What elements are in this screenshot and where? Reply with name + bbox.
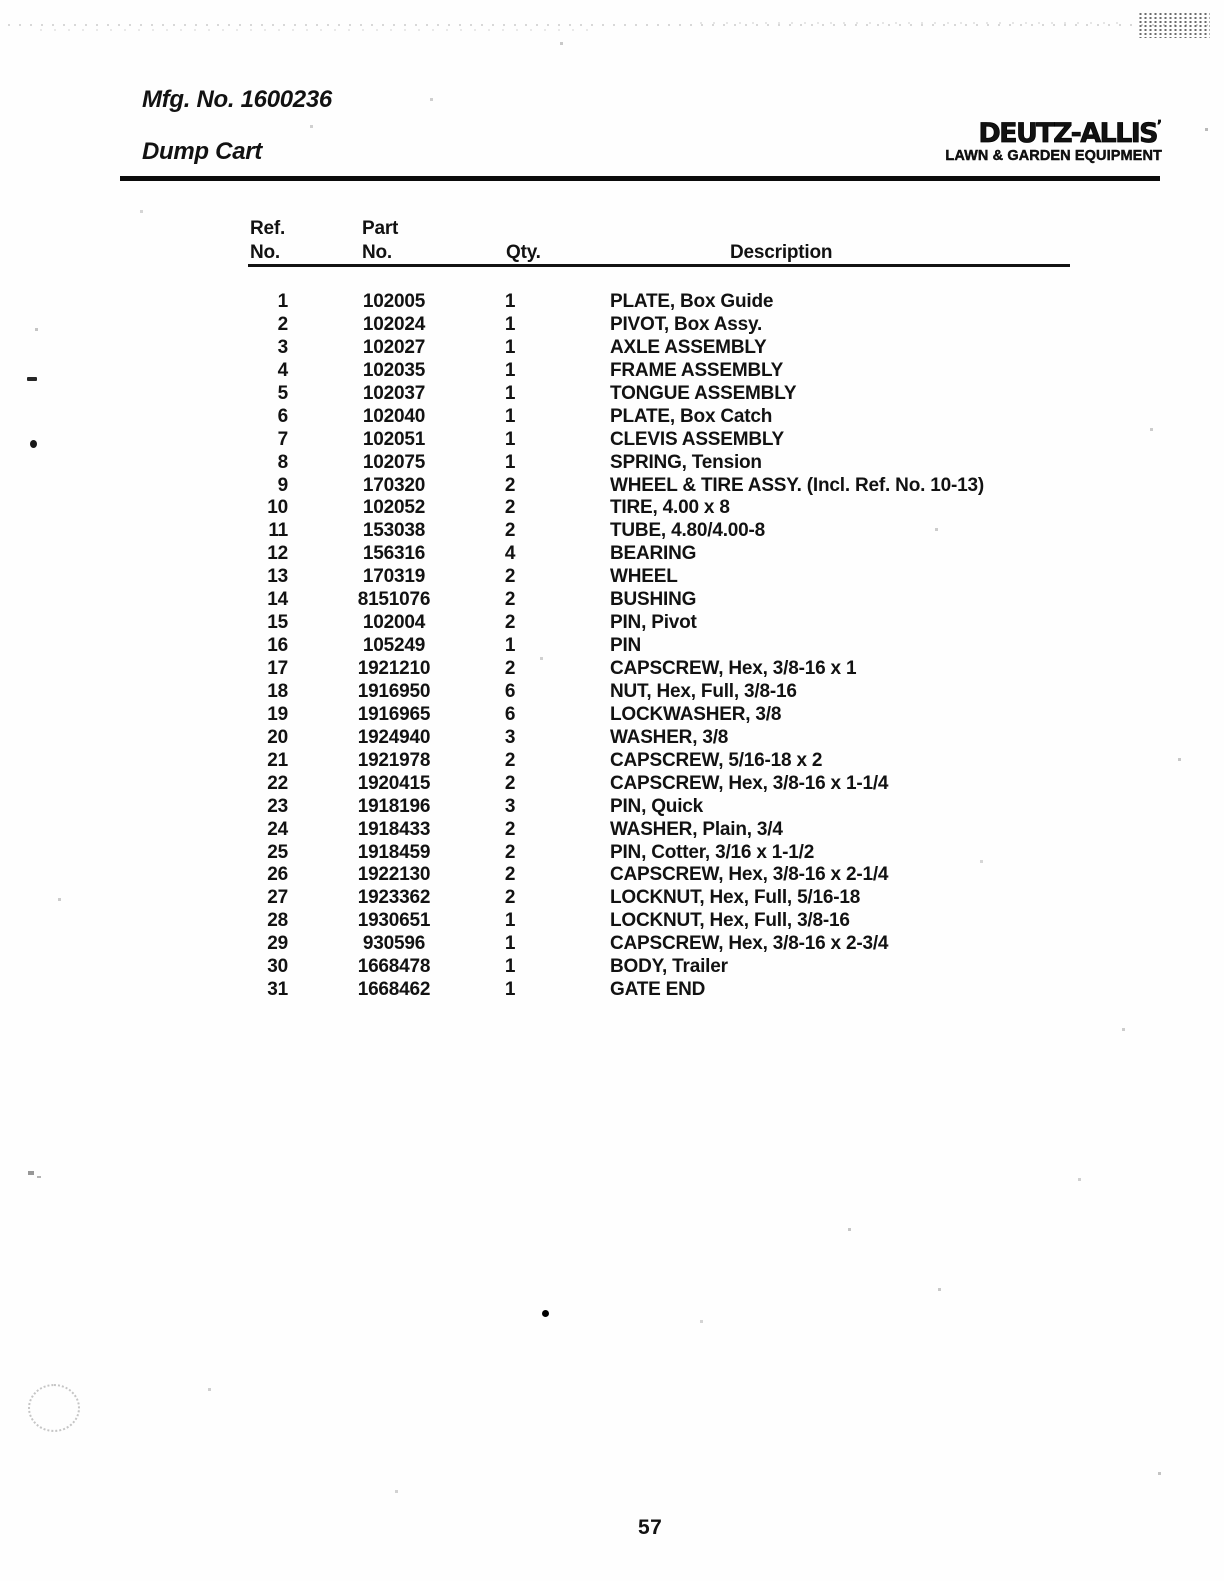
scan-speck-artifact	[28, 1171, 34, 1175]
description-cell: FRAME ASSEMBLY	[610, 359, 784, 381]
description-cell: PIN, Cotter, 3/16 x 1-1/2	[610, 841, 815, 863]
description-cell: PLATE, Box Guide	[610, 291, 774, 312]
table-row	[248, 475, 1078, 498]
qty-cell: 2	[504, 612, 516, 634]
ref-no-cell: 28	[267, 910, 288, 932]
qty-cell: 1	[504, 635, 516, 657]
ref-no-cell: 17	[267, 658, 288, 679]
qty-cell: 1	[504, 291, 516, 312]
ref-no-cell: 5	[277, 382, 288, 404]
part-no-cell: 1922130	[357, 864, 431, 886]
description-cell: AXLE ASSEMBLY	[610, 336, 767, 358]
brand-block	[945, 120, 1162, 164]
qty-cell: 1	[504, 428, 516, 450]
table-row	[248, 933, 1078, 956]
description-cell: NUT, Hex, Full, 3/8-16	[610, 680, 797, 702]
description-cell: CAPSCREW, Hex, 3/8-16 x 1	[610, 658, 857, 679]
description-cell: LOCKNUT, Hex, Full, 3/8-16	[610, 910, 850, 932]
qty-cell: 2	[504, 887, 516, 909]
description-cell: PIN, Pivot	[610, 612, 697, 634]
part-no-cell: 102035	[362, 359, 426, 381]
col-header-part-line2: No.	[362, 242, 393, 263]
description-cell: CAPSCREW, Hex, 3/8-16 x 2-1/4	[610, 864, 889, 886]
table-row	[248, 773, 1078, 796]
ref-no-cell: 10	[267, 497, 288, 519]
scan-speckle-band	[8, 24, 1208, 26]
part-no-cell: 1918459	[357, 841, 431, 863]
description-cell: CAPSCREW, Hex, 3/8-16 x 2-3/4	[610, 933, 889, 955]
ref-no-cell: 8	[277, 451, 288, 473]
parts-table-body	[248, 291, 1078, 1002]
qty-cell: 3	[504, 726, 516, 748]
part-no-cell: 156316	[362, 543, 426, 565]
ref-no-cell: 29	[267, 933, 288, 955]
qty-cell: 2	[504, 818, 516, 840]
ref-no-cell: 11	[268, 520, 288, 542]
qty-cell: 2	[504, 864, 516, 886]
ref-no-cell: 2	[277, 313, 288, 335]
part-no-cell: 930596	[362, 933, 426, 955]
table-row	[248, 750, 1078, 773]
qty-cell: 2	[504, 497, 516, 519]
description-cell: SPRING, Tension	[610, 451, 762, 473]
qty-cell: 1	[504, 910, 516, 932]
description-cell: WHEEL & TIRE ASSY. (Incl. Ref. No. 10-13)	[610, 474, 984, 496]
table-row	[248, 314, 1078, 337]
description-cell: CLEVIS ASSEMBLY	[610, 428, 785, 450]
qty-cell: 2	[504, 520, 516, 542]
description-cell: PIVOT, Box Assy.	[610, 313, 763, 335]
brand-logo	[945, 120, 1162, 147]
qty-cell: 2	[504, 566, 516, 588]
part-no-cell: 102024	[362, 313, 426, 335]
table-row	[248, 429, 1078, 452]
qty-cell: 1	[504, 382, 516, 404]
qty-cell: 1	[504, 933, 516, 955]
qty-cell: 2	[504, 658, 516, 679]
qty-cell: 2	[504, 841, 516, 863]
qty-cell: 1	[504, 979, 516, 1001]
ref-no-cell: 1	[277, 291, 288, 312]
table-row	[248, 956, 1078, 979]
part-no-cell: 1668478	[357, 956, 431, 978]
table-row	[248, 406, 1078, 429]
description-cell: TONGUE ASSEMBLY	[610, 382, 797, 404]
table-row	[248, 979, 1078, 1002]
table-row	[248, 635, 1078, 658]
ref-no-cell: 21	[267, 749, 288, 771]
description-cell: PIN	[610, 635, 642, 657]
table-row	[248, 658, 1078, 681]
ref-no-cell: 25	[267, 841, 288, 863]
description-cell: BEARING	[610, 543, 697, 565]
col-header-ref-line2: No.	[250, 242, 281, 263]
table-row	[248, 589, 1078, 612]
part-no-cell: 102037	[362, 382, 426, 404]
ref-no-cell: 20	[267, 726, 288, 748]
qty-cell: 2	[504, 589, 516, 611]
ref-no-cell: 26	[267, 864, 288, 886]
scan-dash-artifact	[27, 377, 37, 381]
part-no-cell: 1918196	[357, 795, 431, 817]
scan-circle-artifact	[28, 1384, 80, 1432]
table-row	[248, 796, 1078, 819]
part-no-cell: 170320	[362, 474, 426, 496]
ref-no-cell: 24	[267, 818, 288, 840]
table-row	[248, 452, 1078, 475]
table-row	[248, 910, 1078, 933]
description-cell: TUBE, 4.80/4.00-8	[610, 520, 766, 542]
table-row	[248, 727, 1078, 750]
description-cell: CAPSCREW, 5/16-18 x 2	[610, 749, 823, 771]
part-no-cell: 8151076	[357, 589, 431, 611]
description-cell: CAPSCREW, Hex, 3/8-16 x 1-1/4	[610, 772, 889, 794]
part-no-cell: 102005	[362, 291, 426, 312]
table-row	[248, 360, 1078, 383]
ref-no-cell: 18	[267, 680, 288, 702]
scan-noise-specks	[0, 0, 3, 3]
scan-speckle-band	[40, 29, 600, 31]
table-header-rule	[248, 264, 1070, 267]
brand-tagline: LAWN & GARDEN EQUIPMENT	[945, 148, 1162, 164]
part-no-cell: 1918433	[357, 818, 431, 840]
qty-cell: 2	[504, 474, 516, 496]
model-name-label: Dump Cart	[142, 138, 262, 165]
scan-dot-artifact	[542, 1310, 549, 1317]
scan-smudge-artifact	[1138, 12, 1210, 38]
description-cell: BUSHING	[610, 589, 697, 611]
table-row	[248, 864, 1078, 887]
description-cell: WASHER, 3/8	[610, 726, 729, 748]
part-no-cell: 1924940	[357, 726, 431, 748]
qty-cell: 4	[504, 543, 516, 565]
part-no-cell: 105249	[362, 635, 426, 657]
ref-no-cell: 19	[267, 703, 288, 725]
table-row	[248, 543, 1078, 566]
scan-speckle-band	[700, 22, 1120, 24]
ref-no-cell: 16	[267, 635, 288, 657]
ref-no-cell: 9	[277, 474, 288, 496]
description-cell: PIN, Quick	[610, 795, 704, 817]
description-cell: PLATE, Box Catch	[610, 405, 773, 427]
brand-logo-text: DEUTZ-ALLIS	[978, 118, 1158, 149]
table-row	[248, 612, 1078, 635]
table-row	[248, 819, 1078, 842]
qty-cell: 1	[504, 313, 516, 335]
qty-cell: 1	[504, 336, 516, 358]
brand-trademark: ’	[1157, 119, 1162, 134]
ref-no-cell: 6	[277, 405, 288, 427]
table-row	[248, 291, 1078, 314]
description-cell: GATE END	[610, 979, 706, 1001]
part-no-cell: 102004	[362, 612, 426, 634]
part-no-cell: 153038	[362, 520, 426, 542]
part-no-cell: 102040	[362, 405, 426, 427]
ref-no-cell: 7	[277, 428, 288, 450]
col-header-qty: Qty.	[506, 242, 541, 263]
description-cell: TIRE, 4.00 x 8	[610, 497, 730, 519]
ref-no-cell: 30	[267, 956, 288, 978]
table-row	[248, 704, 1078, 727]
ref-no-cell: 15	[267, 612, 288, 634]
qty-cell: 1	[504, 359, 516, 381]
table-row	[248, 520, 1078, 543]
table-row	[248, 383, 1078, 406]
part-no-cell: 1920415	[357, 772, 431, 794]
qty-cell: 6	[504, 680, 516, 702]
part-no-cell: 1921978	[357, 749, 431, 771]
part-no-cell: 1921210	[357, 658, 431, 679]
ref-no-cell: 4	[277, 359, 288, 381]
part-no-cell: 102052	[362, 497, 426, 519]
qty-cell: 1	[504, 451, 516, 473]
part-no-cell: 1923362	[357, 887, 431, 909]
qty-cell: 1	[504, 956, 516, 978]
page-number: 57	[638, 1516, 663, 1539]
table-row	[248, 337, 1078, 360]
col-header-part-line1: Part	[362, 218, 399, 239]
part-no-cell: 1916950	[357, 680, 431, 702]
col-header-description: Description	[730, 242, 833, 263]
ref-no-cell: 14	[267, 589, 288, 611]
part-no-cell: 1930651	[357, 910, 431, 932]
part-no-cell: 170319	[362, 566, 426, 588]
description-cell: WHEEL	[610, 566, 678, 588]
mfg-number-label: Mfg. No. 1600236	[142, 86, 332, 113]
col-header-ref-line1: Ref.	[250, 218, 286, 239]
ref-no-cell: 13	[267, 566, 288, 588]
ref-no-cell: 31	[267, 979, 288, 1001]
ref-no-cell: 22	[267, 772, 288, 794]
qty-cell: 2	[504, 772, 516, 794]
table-row	[248, 681, 1078, 704]
description-cell: WASHER, Plain, 3/4	[610, 818, 783, 840]
qty-cell: 2	[504, 749, 516, 771]
part-no-cell: 1916965	[357, 703, 431, 725]
description-cell: LOCKNUT, Hex, Full, 5/16-18	[610, 887, 861, 909]
table-row	[248, 887, 1078, 910]
part-no-cell: 102051	[362, 428, 426, 450]
description-cell: BODY, Trailer	[610, 956, 728, 978]
ref-no-cell: 12	[267, 543, 288, 565]
ref-no-cell: 23	[267, 795, 288, 817]
ref-no-cell: 27	[267, 887, 288, 909]
table-row	[248, 842, 1078, 865]
ref-no-cell: 3	[277, 336, 288, 358]
description-cell: LOCKWASHER, 3/8	[610, 703, 782, 725]
header-divider-rule	[120, 176, 1160, 181]
part-no-cell: 1668462	[357, 979, 431, 1001]
table-row	[248, 566, 1078, 589]
part-no-cell: 102075	[362, 451, 426, 473]
qty-cell: 1	[504, 405, 516, 427]
scan-dot-artifact	[30, 440, 37, 448]
qty-cell: 6	[504, 703, 516, 725]
table-row	[248, 497, 1078, 520]
qty-cell: 3	[504, 795, 516, 817]
part-no-cell: 102027	[362, 336, 426, 358]
